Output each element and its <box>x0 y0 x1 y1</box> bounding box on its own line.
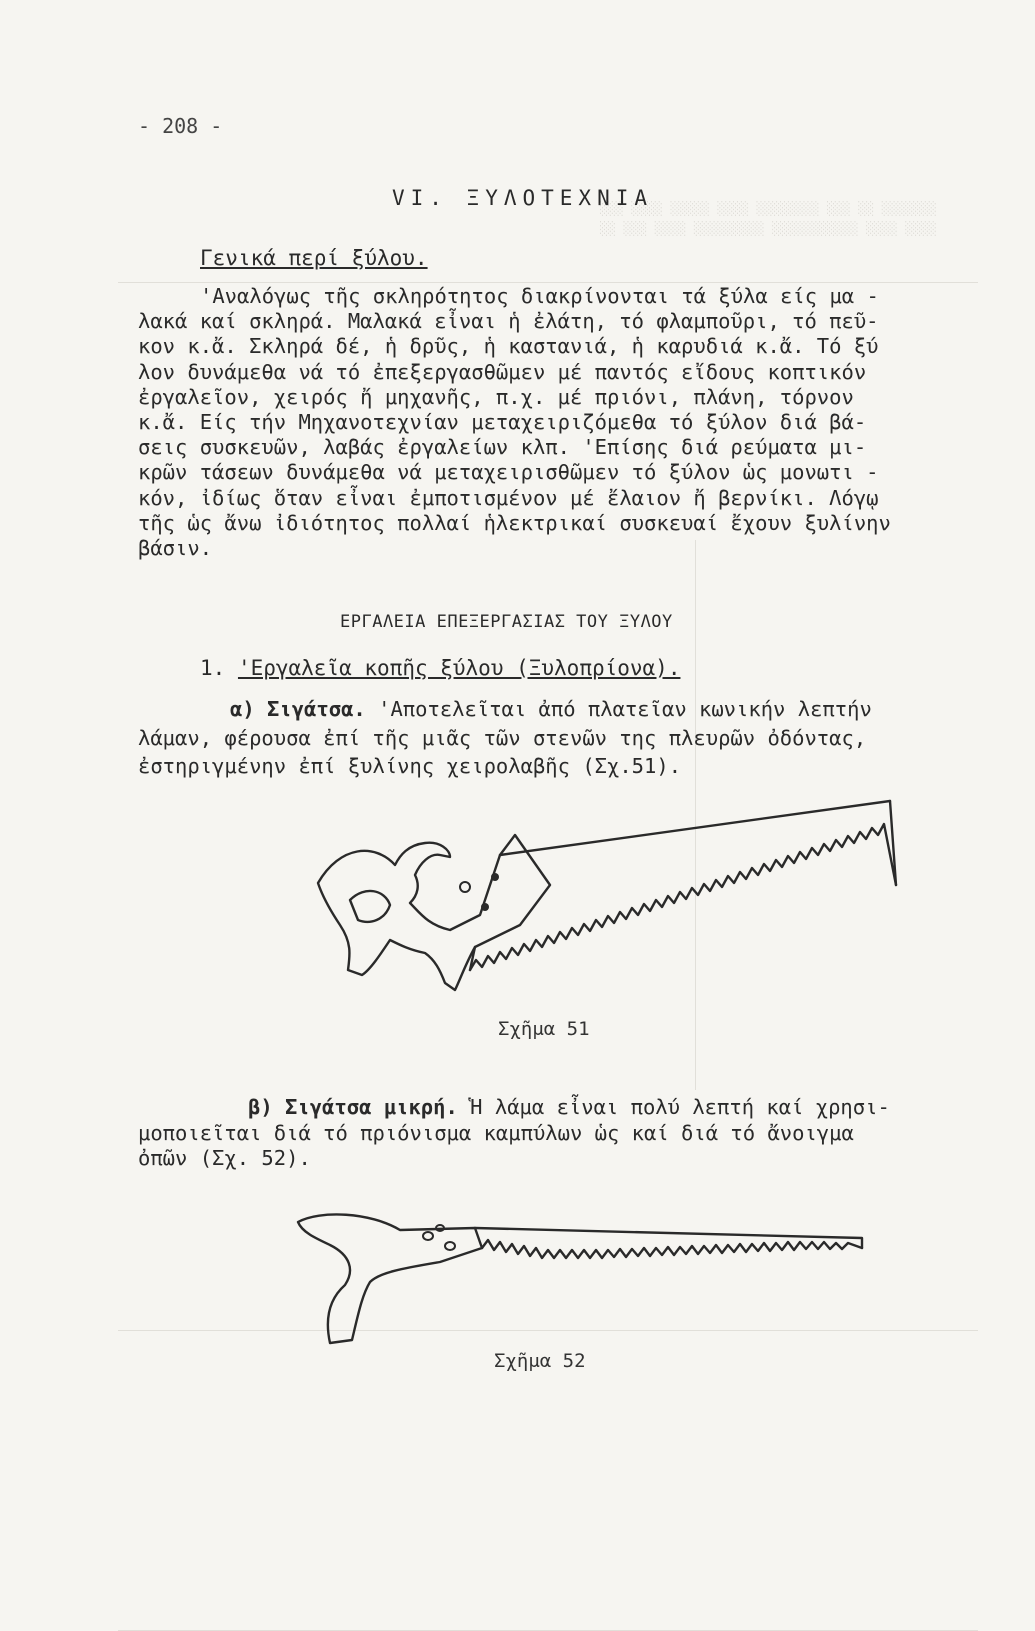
item-b-paragraph <box>138 1095 978 1172</box>
saw-blade-teeth <box>482 1240 862 1258</box>
rivet <box>491 873 499 881</box>
paragraph-line: κόν, ἰδίως ὅταν εἶναι ἐμποτισμένον μέ ἔλαιον ἤ βερνίκι. Λόγῳ <box>138 485 879 510</box>
item-a-line: λάμαν, φέρουσα ἐπί τῆς μιᾶς τῶν στενῶν της πλευρῶν ὀδόντας, <box>138 725 867 750</box>
subsection-title: Γενικά περί ξύλου. <box>200 246 428 270</box>
item-b-heading: β) Σιγάτσα μικρή. <box>248 1095 458 1119</box>
figure-51-handsaw <box>300 795 920 1005</box>
item-a-heading: α) Σιγάτσα. <box>230 697 366 721</box>
paragraph-line: ἐργαλεῖον, χειρός ἤ μηχανῆς, π.χ. μέ πριόνι, πλάνη, τόρνον <box>138 384 854 409</box>
saw-blade-teeth <box>470 824 896 970</box>
item-a-paragraph <box>138 695 968 781</box>
item-1-heading <box>200 656 680 680</box>
paragraph-line: κρῶν τάσεων δυνάμεθα νά μεταχειρισθῶμεν τό ξύλον ὡς μονωτι - <box>138 460 879 485</box>
paragraph-line: βάσιν. <box>138 536 213 561</box>
item-1-label: 'Εργαλεῖα κοπῆς ξύλου (Ξυλοπρίονα). <box>237 656 681 680</box>
paragraph-line: σεις συσκευῶν, λαβάς ἐργαλείων κλπ. 'Επίσης διά ρεύματα μι- <box>138 435 867 460</box>
figure-52-small-saw <box>290 1200 870 1350</box>
rivet <box>423 1232 433 1240</box>
rivet <box>445 1242 455 1250</box>
paragraph-line: λακά καί σκληρά. Μαλακά εἶναι ἡ ἐλάτη, τό φλαμποῦρι, τό πεῦ- <box>138 309 879 334</box>
paragraph-line: λον δυνάμεθα νά τό ἐπεξεργασθῶμεν μέ παντός εἴδους κοπτικόν <box>138 359 867 384</box>
saw-handle <box>298 1214 482 1343</box>
figure-51-caption: Σχῆμα 51 <box>498 1018 590 1040</box>
item-b-line: Ἡ λάμα εἶναι πολύ λεπτή καί χρησι- <box>470 1095 890 1119</box>
saw-handle <box>318 835 550 990</box>
item-a-line: 'Αποτελεῖται ἀπό πλατεῖαν κωνικήν λεπτήν <box>378 697 872 721</box>
paragraph-line: τῆς ὡς ἄνω ἰδιότητος πολλαί ἡλεκτρικαί συσκευαί ἔχουν ξυλίνην <box>138 510 891 535</box>
paragraph-line: κον κ.ἄ. Σκληρά δέ, ἡ δρῦς, ἡ καστανιά, ἡ καρυδιά κ.ἄ. Τό ξύ <box>138 334 879 359</box>
paragraph-line: 'Αναλόγως τῆς σκληρότητος διακρίνονται τά ξύλα είς μα - <box>200 284 879 308</box>
item-b-line: ὀπῶν (Σχ. 52). <box>138 1146 311 1170</box>
paragraph-line: κ.ἄ. Είς τήν Μηχανοτεχνίαν μεταχειριζόμεθα τό ξύλον διά βά- <box>138 410 867 435</box>
page-number: - 208 - <box>138 114 223 138</box>
figure-52-caption: Σχῆμα 52 <box>494 1350 586 1372</box>
bleed-through-rule <box>118 282 978 283</box>
rivet <box>481 903 489 911</box>
item-a-line: ἐστηριγμένην ἐπί ξυλίνης χειρολαβῆς (Σχ.51). <box>138 754 682 778</box>
intro-paragraph <box>138 284 978 561</box>
item-1-number: 1. <box>200 656 226 680</box>
chapter-title: VI. ΞΥΛΟΤΕΧΝΙΑ <box>392 186 654 210</box>
saw-handle-grip <box>350 891 390 922</box>
item-b-line: μοποιεῖται διά τό πριόνισμα καμπύλων ὡς καί διά τό ἄνοιγμα <box>138 1120 854 1145</box>
tools-section-title: ΕΡΓΑΛΕΙΑ ΕΠΕΞΕΡΓΑΣΙΑΣ ΤΟΥ ΞΥΛΟΥ <box>340 612 673 632</box>
bleed-through-text: ░░░ ░░░░ ░░░░░ ░░░░ ░░░░░░░░ ░░░ ░░ ░░░░░░░ ░░ ░░░ ░░░░ ░░░░░░░░░ ░░░░░░░░░░░ ░░░░ ░░░░ <box>600 202 937 237</box>
rivet <box>460 882 470 892</box>
